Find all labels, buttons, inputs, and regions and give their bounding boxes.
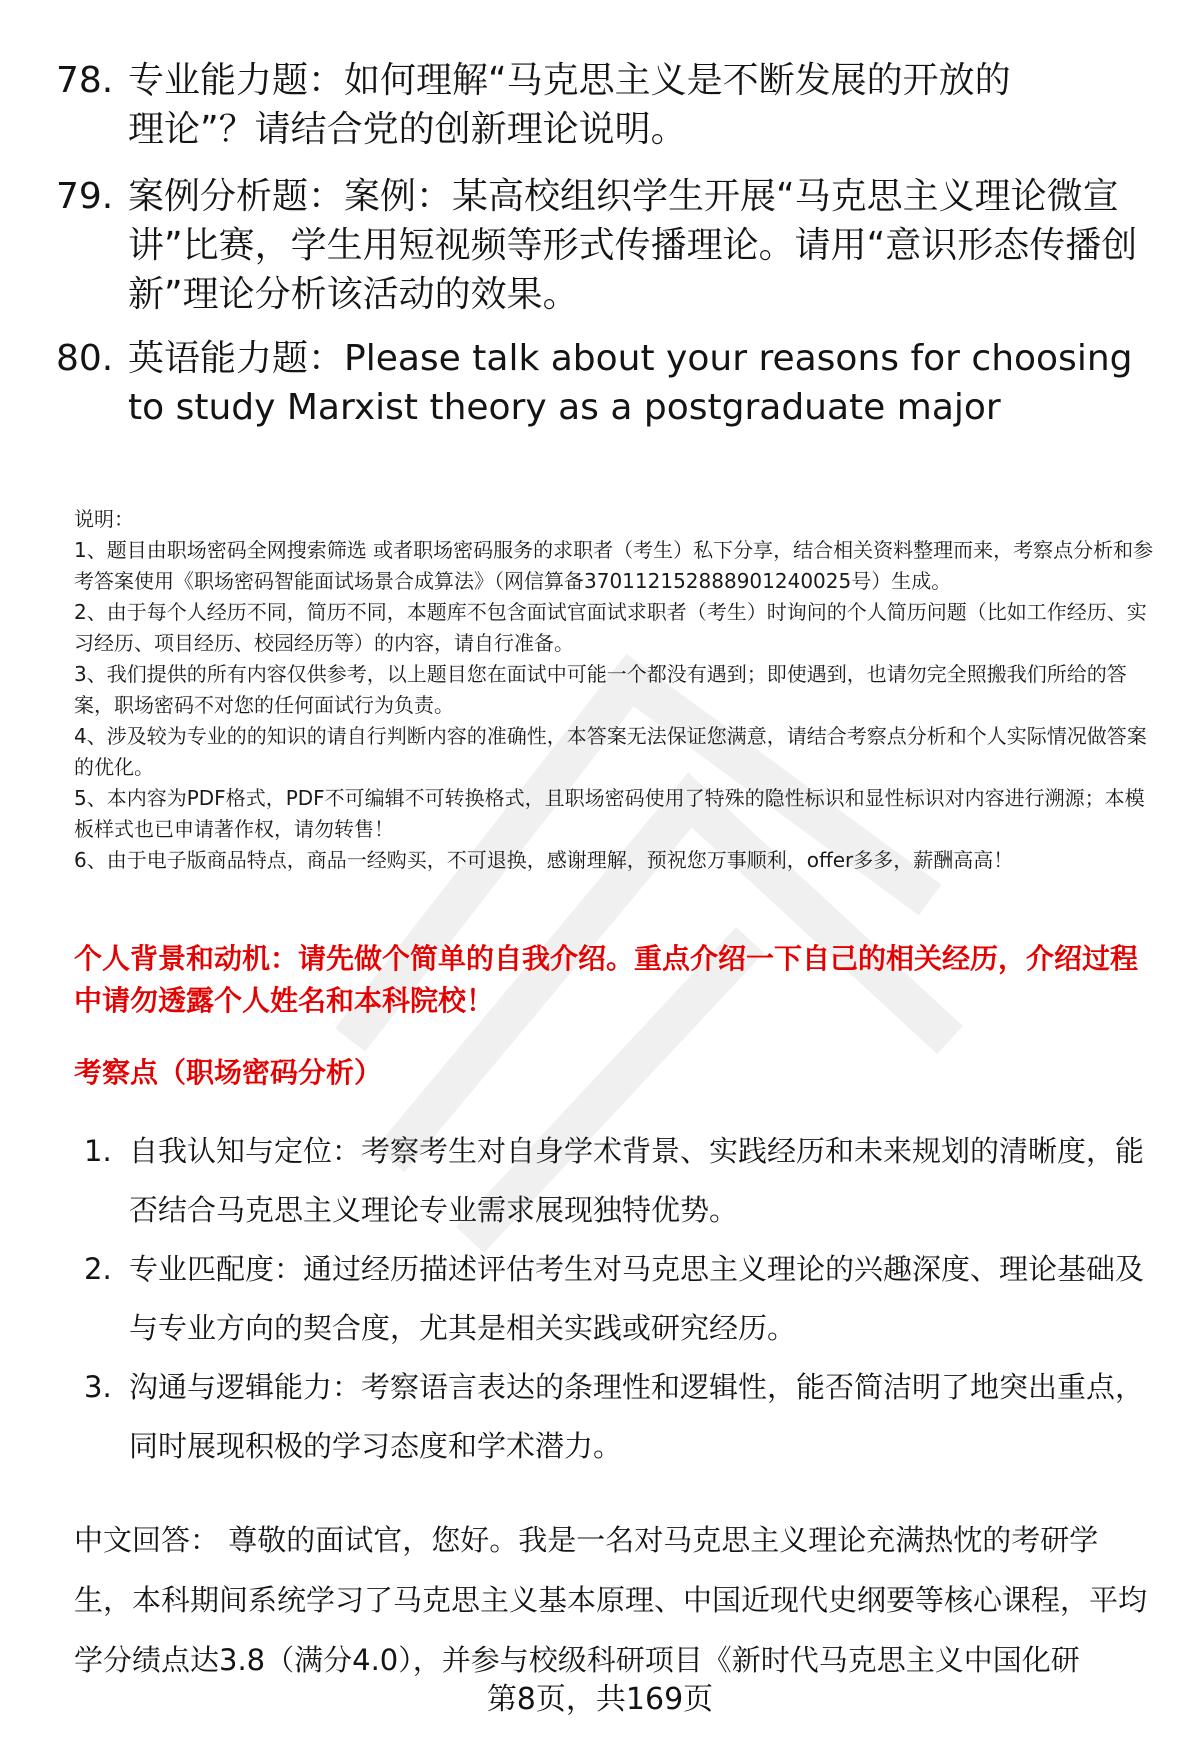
- notes-title: 说明：: [74, 507, 134, 531]
- question-number: 80.: [56, 338, 114, 379]
- notes-section: [74, 504, 1154, 876]
- analysis-point: [74, 1122, 1164, 1240]
- point-number: 1.: [84, 1134, 112, 1168]
- note-item: 6、由于电子版商品特点，商品一经购买，不可退换，感谢理解，预祝您万事顺利，offer多多，薪酬高高！: [74, 848, 1014, 872]
- chinese-answer: 中文回答： 尊敬的面试官，您好。我是一名对马克思主义理论充满热忱的考研学生，本科期间系统学习了马克思主义基本原理、中国近现代史纲要等核心课程，平均学分绩点达3.8（满分4.0），并参与校级科研项目《新时代马克思主义中国化研: [74, 1523, 1148, 1677]
- analysis-point: [74, 1240, 1164, 1358]
- question-number: 79.: [56, 176, 114, 217]
- interview-question-heading: 个人背景和动机：请先做个简单的自我介绍。重点介绍一下自己的相关经历，介绍过程中请勿透露个人姓名和本科院校！: [74, 942, 1139, 1017]
- note-item: 4、涉及较为专业的的知识的请自行判断内容的准确性，本答案无法保证您满意，请结合考察点分析和个人实际情况做答案的优化。: [74, 724, 1147, 779]
- point-number: 2.: [84, 1252, 112, 1286]
- point-text: 自我认知与定位：考察考生对自身学术背景、实践经历和未来规划的清晰度，能否结合马克思主义理论专业需求展现独特优势。: [129, 1134, 1145, 1227]
- question-text: 专业能力题：如何理解“马克思主义是不断发展的开放的理论”？请结合党的创新理论说明。: [128, 60, 1011, 150]
- point-text: 沟通与逻辑能力：考察语言表达的条理性和逻辑性，能否简洁明了地突出重点，同时展现积极的学习态度和学术潜力。: [129, 1370, 1145, 1463]
- point-text: 专业匹配度：通过经历描述评估考生对马克思主义理论的兴趣深度、理论基础及与专业方向的契合度，尤其是相关实践或研究经历。: [129, 1252, 1145, 1345]
- analysis-point: [74, 1358, 1164, 1476]
- note-item: 5、本内容为PDF格式，PDF不可编辑不可转换格式，且职场密码使用了特殊的隐性标识和显性标识对内容进行溯源；本模板样式也已申请著作权，请勿转售！: [74, 786, 1145, 841]
- note-item: 1、题目由职场密码全网搜索筛选 或者职场密码服务的求职者（考生）私下分享，结合相关资料整理而来，考察点分析和参考答案使用《职场密码智能面试场景合成算法》（网信算备370112152888901240025号）生成。: [74, 538, 1154, 593]
- note-item: 2、由于每个人经历不同，简历不同，本题库不包含面试官面试求职者（考生）时询问的个人简历问题（比如工作经历、实习经历、项目经历、校园经历等）的内容，请自行准备。: [74, 600, 1147, 655]
- question-text: 英语能力题：Please talk about your reasons for choosing to study Marxist theory as a postgraduate major: [128, 338, 1133, 428]
- page-footer: 第8页，共169页: [486, 1682, 714, 1717]
- analysis-points: [74, 1122, 1164, 1476]
- analysis-heading: 考察点（职场密码分析）: [74, 1056, 383, 1089]
- question-number: 78.: [56, 60, 114, 101]
- question-text: 案例分析题：案例：某高校组织学生开展“马克思主义理论微宣讲”比赛，学生用短视频等形式传播理论。请用“意识形态传播创新”理论分析该活动的效果。: [128, 176, 1138, 315]
- note-item: 3、我们提供的所有内容仅供参考，以上题目您在面试中可能一个都没有遇到；即使遇到，也请勿完全照搬我们所给的答案，职场密码不对您的任何面试行为负责。: [74, 662, 1127, 717]
- point-number: 3.: [84, 1370, 112, 1404]
